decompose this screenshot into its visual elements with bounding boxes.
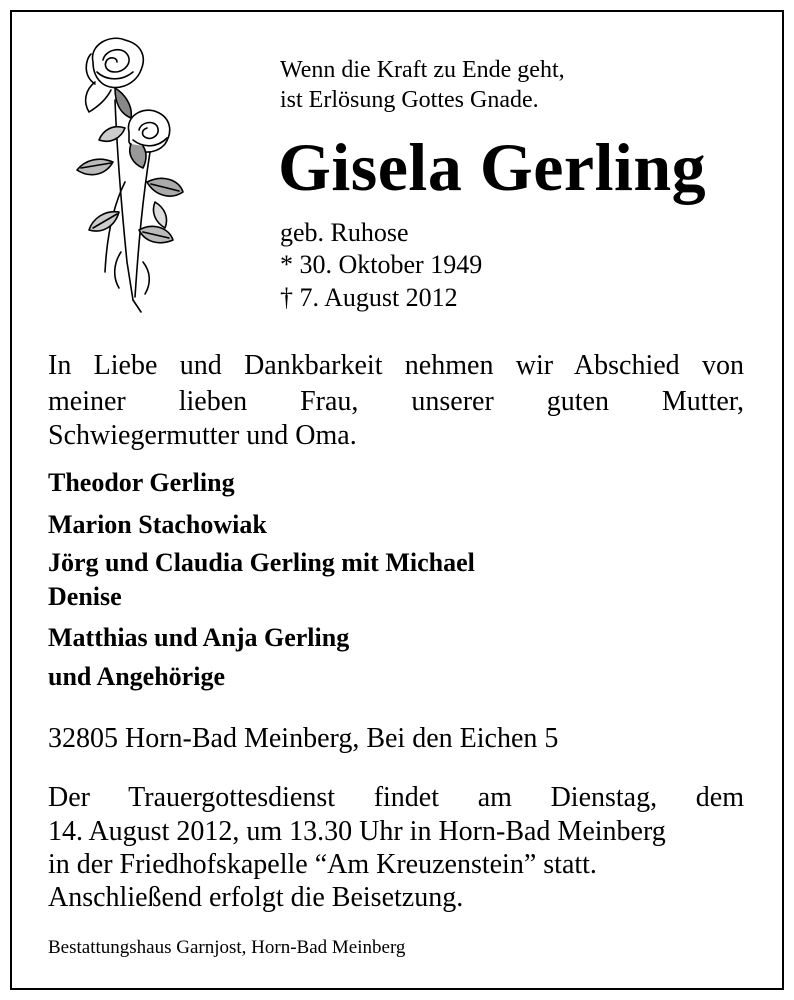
quote-line-2: ist Erlösung Gottes Gnade. (280, 87, 539, 113)
birth-date: * 30. Oktober 1949 (280, 250, 483, 279)
service-line-1: Der Trauergottesdienst findet am Dienstag, dem (48, 782, 744, 813)
roses-illustration (55, 32, 195, 314)
farewell-line-3: Schwiegermutter und Oma. (48, 420, 357, 451)
service-line-3: in der Friedhofskapelle “Am Kreuzenstein” statt. (48, 849, 597, 880)
farewell-line-1: In Liebe und Dankbarkeit nehmen wir Abschied von (48, 350, 744, 381)
quote-line-1: Wenn die Kraft zu Ende geht, (280, 57, 565, 83)
service-line-2: 14. August 2012, um 13.30 Uhr in Horn-Bad Meinberg (48, 816, 666, 847)
family-member: Theodor Gerling (48, 468, 235, 497)
family-member: Jörg und Claudia Gerling mit Michael (48, 548, 475, 577)
death-date: † 7. August 2012 (280, 283, 458, 312)
farewell-line-2: meiner lieben Frau, unserer guten Mutter, (48, 386, 744, 417)
address: 32805 Horn-Bad Meinberg, Bei den Eichen 5 (48, 723, 559, 754)
deceased-name: Gisela Gerling (278, 129, 707, 205)
undertaker: Bestattungshaus Garnjost, Horn-Bad Meinberg (48, 937, 406, 958)
family-member: Matthias und Anja Gerling (48, 623, 350, 652)
family-member: Marion Stachowiak (48, 510, 267, 539)
maiden-name: geb. Ruhose (280, 218, 409, 247)
family-member: Denise (48, 582, 122, 611)
family-member: und Angehörige (48, 662, 225, 691)
service-line-4: Anschließend erfolgt die Beisetzung. (48, 882, 464, 913)
